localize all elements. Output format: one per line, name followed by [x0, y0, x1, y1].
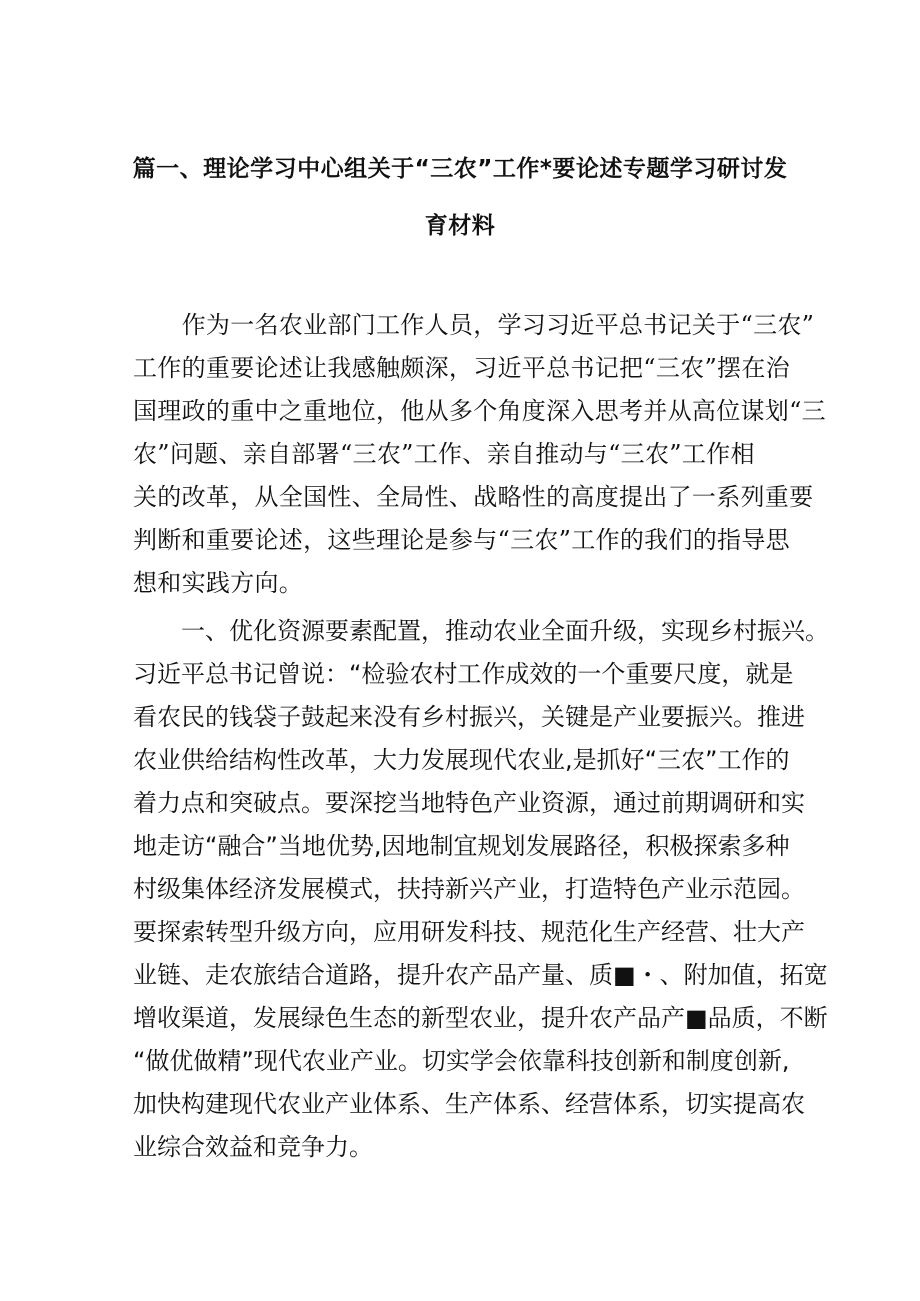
paragraph-line: 关的改革，从全国性、全局性、战略性的高度提出了一系列重要	[133, 483, 814, 511]
paragraph-line: 习近平总书记曾说：“检验农村工作成效的一个重要尺度，就是	[133, 660, 794, 688]
paragraph-line: 想和实践方向。	[133, 569, 304, 597]
paragraph-line: 业链、走农旅结合道路，提升农产品产量、质■・、附加值，拓宽	[133, 961, 828, 989]
paragraph-line: “做优做精”现代农业产业。切实学会依靠科技创新和制度创新,	[133, 1047, 790, 1075]
paragraph-line: 村级集体经济发展模式，扶持新兴产业，打造特色产业示范园。	[133, 875, 805, 903]
paragraph-line: 农业供给结构性改革，大力发展现代农业,是抓好“三农”工作的	[133, 746, 790, 774]
paragraph-line: 要探索转型升级方向，应用研发科技、规范化生产经营、壮大产	[133, 918, 805, 946]
paragraph-line: 工作的重要论述让我感触颇深，习近平总书记把“三农”摆在治	[133, 354, 790, 382]
paragraph-line: 作为一名农业部门工作人员，学习习近平总书记关于“三农”	[133, 311, 815, 339]
paragraph-line: 看农民的钱袋子鼓起来没有乡村振兴，关键是产业要振兴。推进	[133, 703, 805, 731]
paragraph-line: 地走访“融合”当地优势,因地制宜规划发展路径，积极探索多种	[133, 832, 790, 860]
paragraph-line: 判断和重要论述，这些理论是参与“三农”工作的我们的指导思	[133, 526, 790, 554]
paragraph-line: 国理政的重中之重地位，他从多个角度深入思考并从高位谋划“三	[133, 397, 826, 425]
paragraph-line: 一、优化资源要素配置，推动农业全面升级，实现乡村振兴。	[133, 617, 829, 645]
paragraph-line: 农”问题、亲自部署“三农”工作、亲自推动与“三农”工作相	[133, 440, 755, 468]
paragraph-section-one	[133, 610, 829, 1169]
paragraph-line: 业综合效益和竞争力。	[133, 1133, 373, 1161]
paragraph-line: 增收渠道，发展绿色生态的新型农业，提升农产品产■品质，不断	[133, 1004, 828, 1032]
paragraph-line: 加快构建现代农业产业体系、生产体系、经营体系，切实提高农	[133, 1090, 805, 1118]
document-title-line-2: 育材料	[424, 213, 496, 239]
document-title-line-1: 篇一、理论学习中心组关于“三农”工作*要论述专题学习研讨发	[132, 156, 788, 182]
paragraph-intro	[133, 304, 826, 605]
paragraph-line: 着力点和突破点。要深挖当地特色产业资源，通过前期调研和实	[133, 789, 805, 817]
